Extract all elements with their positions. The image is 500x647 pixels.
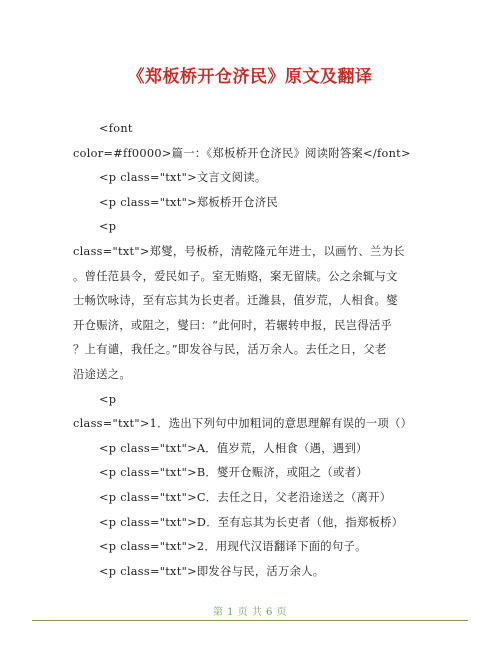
text-line: <p class="txt">C．去任之日，父老沿途送之（离开） [99, 490, 392, 504]
text-line: 。曾任范县令，爱民如子。室无贿赂，案无留牍。公之余辄与文 [73, 269, 398, 283]
text-line: <p class="txt">文言文阅读。 [99, 171, 267, 185]
text-line: <p [99, 220, 117, 234]
text-line: color=#ff0000>篇一：《郑板桥开仓济民》阅读附答案</font> [73, 146, 411, 160]
text-line: <p class="txt">D．至有忘其为长吏者（他，指郑板桥） [99, 515, 404, 529]
text-line: class="txt">郑燮，号板桥，清乾隆元年进士，以画竹、兰为长 [73, 244, 405, 258]
text-line: <p class="txt">2．用现代汉语翻译下面的句子。 [99, 540, 367, 554]
text-line: 士畅饮咏诗，至有忘其为长吏者。迁潍县，值岁荒，人相食。燮 [73, 294, 398, 308]
text-line: 沿途送之。 [73, 367, 131, 381]
page-number: 第 1 页 共 6 页 [212, 607, 288, 618]
text-line: ？上有谴，我任之。”即发谷与民，活万余人。去任之日，父老 [73, 343, 387, 357]
text-line: <p class="txt">B．燮开仓赈济，或阻之（或者） [99, 466, 368, 480]
text-line: <font [99, 122, 133, 135]
text-line: <p class="txt">A．值岁荒，人相食（遇，遇到） [99, 441, 368, 455]
text-line: class="txt">1．选出下列句中加粗词的意思理解有误的一项（） [73, 417, 413, 431]
text-line: <p [99, 392, 117, 406]
text-line: 开仓赈济，或阻之，燮曰：“此何时，若辗转申报，民岂得活乎 [73, 318, 393, 332]
text-line: <p class="txt">郑板桥开仓济民 [99, 195, 279, 209]
text-line: <p class="txt">即发谷与民，活万余人。 [99, 564, 325, 578]
document-title: 《郑板桥开仓济民》原文及翻译 [127, 67, 373, 87]
footer-divider [32, 620, 468, 621]
document-body [73, 117, 433, 584]
